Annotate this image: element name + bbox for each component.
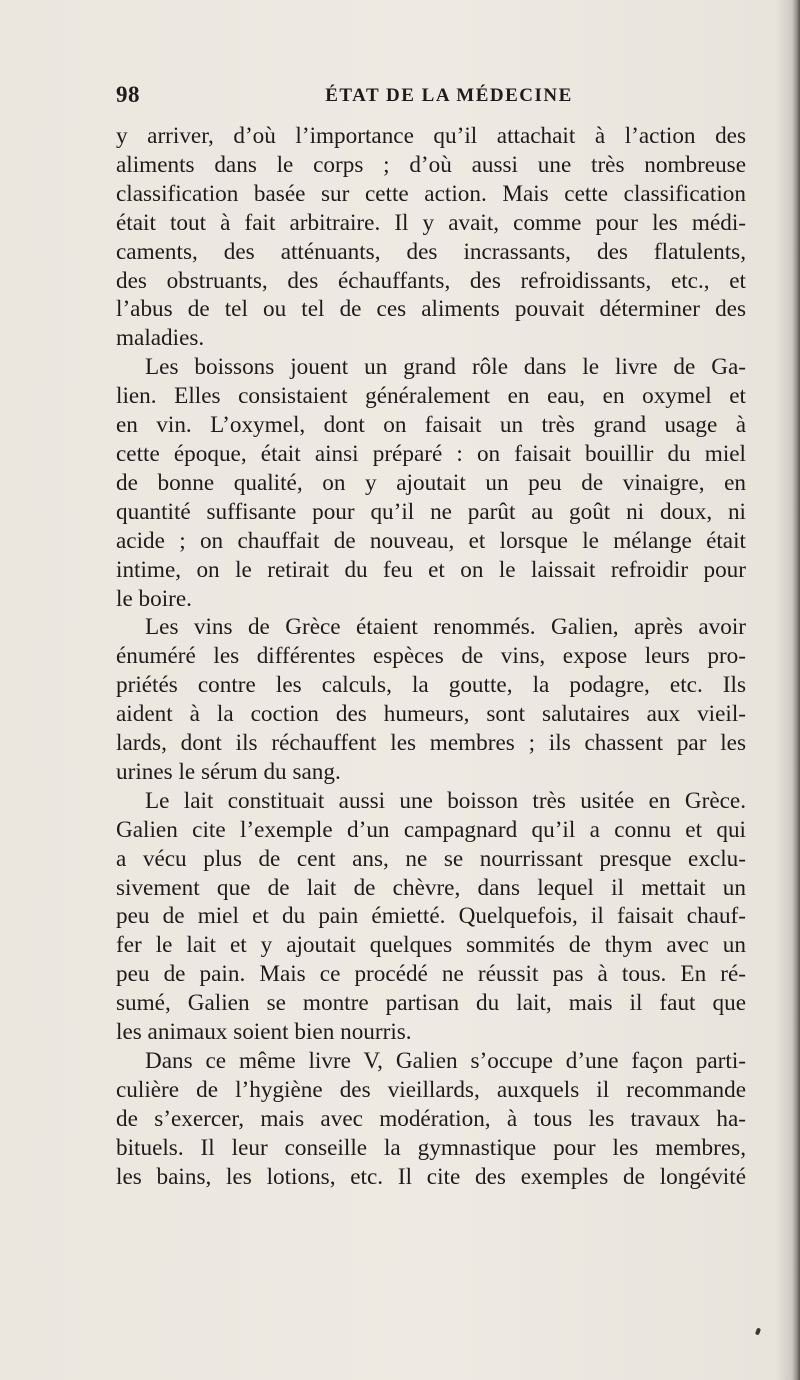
text-line: urines le sérum du sang.	[116, 758, 341, 785]
text-line: bituels. Il leur conseille la gymnastique pour les membres,	[116, 1134, 746, 1161]
text-line: aliments dans le corps ; d’où aussi une très nombreuse	[116, 151, 746, 178]
text-line: classification basée sur cette action. Mais cette classification	[116, 180, 746, 207]
text-line: les bains, les lotions, etc. Il cite des exemples de longévité	[116, 1163, 746, 1190]
text-line: lards, dont ils réchauffent les membres ; ils chassent par les	[116, 730, 746, 757]
page-number: 98	[116, 82, 140, 107]
text-line: Les vins de Grèce étaient renommés. Galien, après avoir	[145, 614, 746, 641]
text-line: culière de l’hygiène des vieillards, auxquels il recommande	[116, 1076, 746, 1103]
text-line: a vécu plus de cent ans, ne se nourrissant presque exclu-	[116, 845, 746, 872]
text-line: des obstruants, des échauffants, des refroidissants, etc., et	[116, 267, 746, 294]
text-line: y arriver, d’où l’importance qu’il attachait à l’action des	[116, 123, 746, 149]
text-line: aident à la coction des humeurs, sont salutaires aux vieil-	[116, 701, 746, 728]
text-line: intime, on le retirait du feu et on le laissait refroidir pour	[116, 556, 746, 583]
body-text	[116, 122, 746, 1192]
text-line: de bonne qualité, on y ajoutait un peu de vinaigre, en	[116, 469, 746, 496]
running-title: ÉTAT DE LA MÉDECINE	[325, 85, 573, 106]
text-line: énuméré les différentes espèces de vins, expose leurs pro-	[116, 643, 746, 670]
text-line: sumé, Galien se montre partisan du lait, mais il faut que	[116, 990, 746, 1017]
ink-speck	[755, 1328, 761, 1336]
text-line: les animaux soient bien nourris.	[116, 1019, 412, 1046]
text-line: Le lait constituait aussi une boisson très usitée en Grèce.	[145, 787, 746, 814]
text-line: cette époque, était ainsi préparé : on faisait bouillir du miel	[116, 440, 746, 467]
text-line: priétés contre les calculs, la goutte, la podagre, etc. Ils	[116, 672, 746, 699]
text-line: le boire.	[116, 585, 192, 612]
page-edge-shadow	[792, 0, 800, 1380]
text-line: l’abus de tel ou tel de ces aliments pouvait déterminer des	[116, 296, 746, 323]
text-line: peu de miel et du pain émietté. Quelquefois, il faisait chauf-	[116, 903, 746, 930]
text-line: en vin. L’oxymel, dont on faisait un très grand usage à	[116, 412, 746, 439]
text-line: Galien cite l’exemple d’un campagnard qu’il a connu et qui	[116, 816, 746, 843]
text-line: peu de pain. Mais ce procédé ne réussit pas à tous. En ré-	[116, 961, 746, 988]
text-line: quantité suffisante pour qu’il ne parût au goût ni doux, ni	[116, 498, 746, 525]
text-line: Dans ce même livre V, Galien s’occupe d’une façon parti-	[145, 1048, 746, 1074]
text-line: était tout à fait arbitraire. Il y avait, comme pour les médi-	[116, 209, 746, 236]
text-line: acide ; on chauffait de nouveau, et lorsque le mélange était	[116, 527, 746, 554]
text-line: fer le lait et y ajoutait quelques sommités de thym avec un	[116, 932, 746, 959]
text-line: de s’exercer, mais avec modération, à tous les travaux ha-	[116, 1105, 746, 1132]
text-line: lien. Elles consistaient généralement en eau, en oxymel et	[116, 383, 746, 410]
text-line: sivement que de lait de chèvre, dans lequel il mettait un	[116, 874, 746, 901]
text-line: Les boissons jouent un grand rôle dans le livre de Ga-	[145, 354, 746, 381]
page-header	[116, 82, 742, 116]
text-line: maladies.	[116, 325, 205, 352]
text-line: caments, des atténuants, des incrassants, des flatulents,	[116, 238, 746, 265]
